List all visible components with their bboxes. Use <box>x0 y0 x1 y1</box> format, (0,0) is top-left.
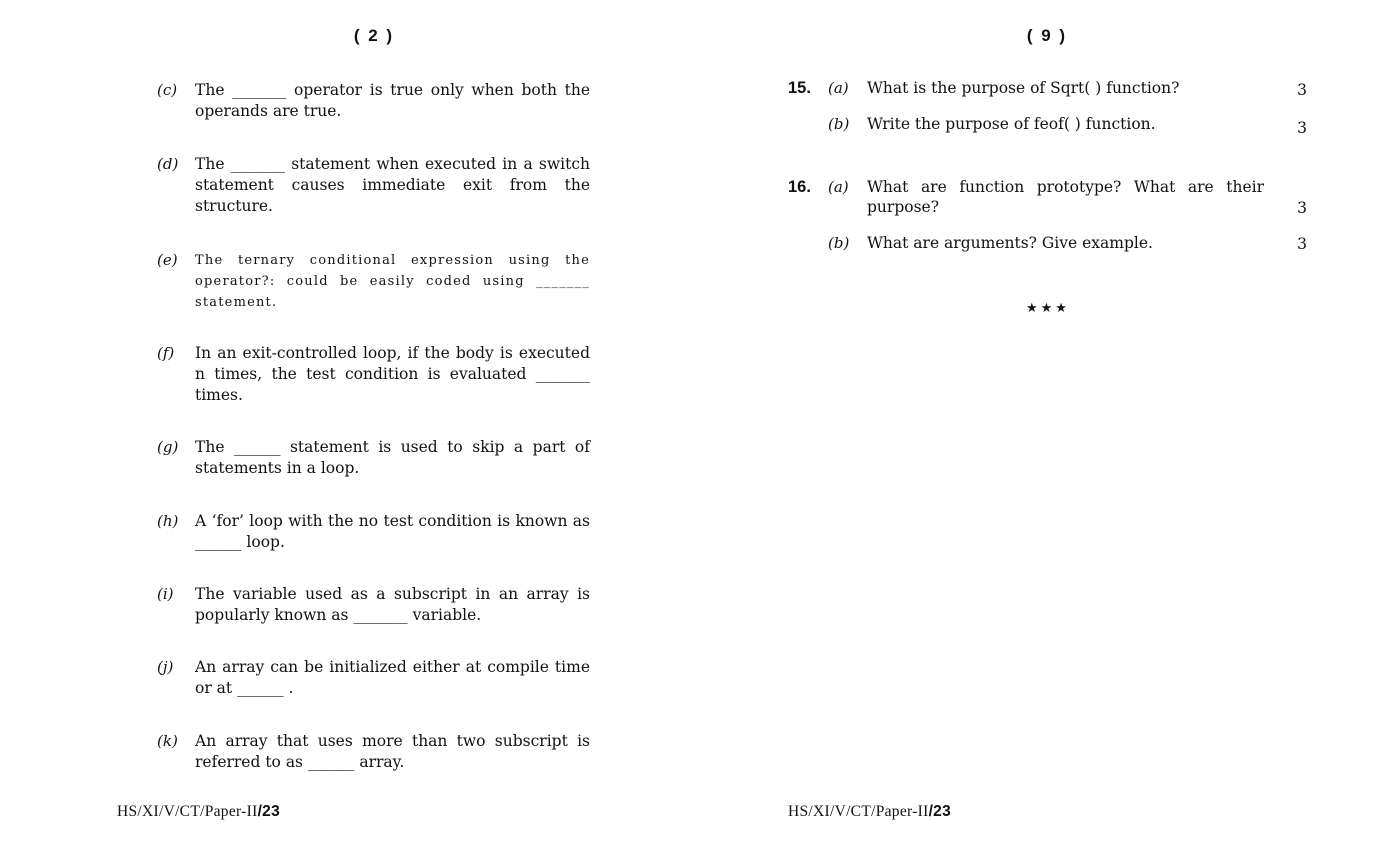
marks: 3 <box>1297 199 1307 217</box>
item-text: The _______ statement when executed in a switch statement causes immediate exit from the structure. <box>195 155 590 215</box>
footer-suffix: /23 <box>928 803 952 820</box>
left-footer <box>117 803 280 821</box>
question-number: 16. <box>788 178 811 196</box>
question-text: What is the purpose of Sqrt( ) function? <box>867 79 1180 97</box>
item-label: (c) <box>157 81 178 99</box>
item-label: (j) <box>157 658 174 676</box>
item-text: A ‘for’ loop with the no test condition is known as ______ loop. <box>195 512 590 551</box>
question-text: Write the purpose of feof( ) function. <box>867 115 1156 133</box>
footer-code: HS/XI/V/CT/Paper-II <box>117 803 258 820</box>
question-text: What are function prototype? What are their purpose? <box>867 178 1264 216</box>
item-text: An array can be initialized either at compile time or at ______ . <box>195 658 590 697</box>
end-of-paper-stars: ★★★ <box>1026 301 1070 316</box>
item-label: (e) <box>157 251 178 269</box>
item-text: The variable used as a subscript in an array is popularly known as _______ variable. <box>195 585 590 624</box>
item-label: (g) <box>157 438 179 456</box>
sub-label: (a) <box>828 79 849 97</box>
item-text: The _______ operator is true only when both the operands are true. <box>195 81 590 120</box>
item-label: (h) <box>157 512 179 530</box>
item-text: The ternary conditional expression using the operator?: could be easily coded using _______ statement. <box>195 253 590 310</box>
item-label: (f) <box>157 344 175 362</box>
marks: 3 <box>1297 235 1307 253</box>
item-text: In an exit-controlled loop, if the body is executed n times, the test condition is evaluated _______ times. <box>195 344 590 404</box>
question-text: What are arguments? Give example. <box>867 234 1153 252</box>
item-label: (i) <box>157 585 174 603</box>
page-number: ( 2 ) <box>353 26 395 45</box>
question-number: 15. <box>788 79 811 97</box>
sub-label: (b) <box>828 115 850 133</box>
sub-label: (b) <box>828 234 850 252</box>
item-label: (d) <box>157 155 179 173</box>
item-text: An array that uses more than two subscript is referred to as ______ array. <box>195 732 590 771</box>
page-number: ( 9 ) <box>1026 26 1068 45</box>
item-label: (k) <box>157 732 178 750</box>
item-text: The ______ statement is used to skip a part of statements in a loop. <box>195 438 590 477</box>
sub-label: (a) <box>828 178 849 196</box>
footer-suffix: /23 <box>257 803 281 820</box>
marks: 3 <box>1297 81 1307 99</box>
footer-code: HS/XI/V/CT/Paper-II <box>788 803 929 820</box>
marks: 3 <box>1297 119 1307 137</box>
right-footer <box>788 803 951 821</box>
